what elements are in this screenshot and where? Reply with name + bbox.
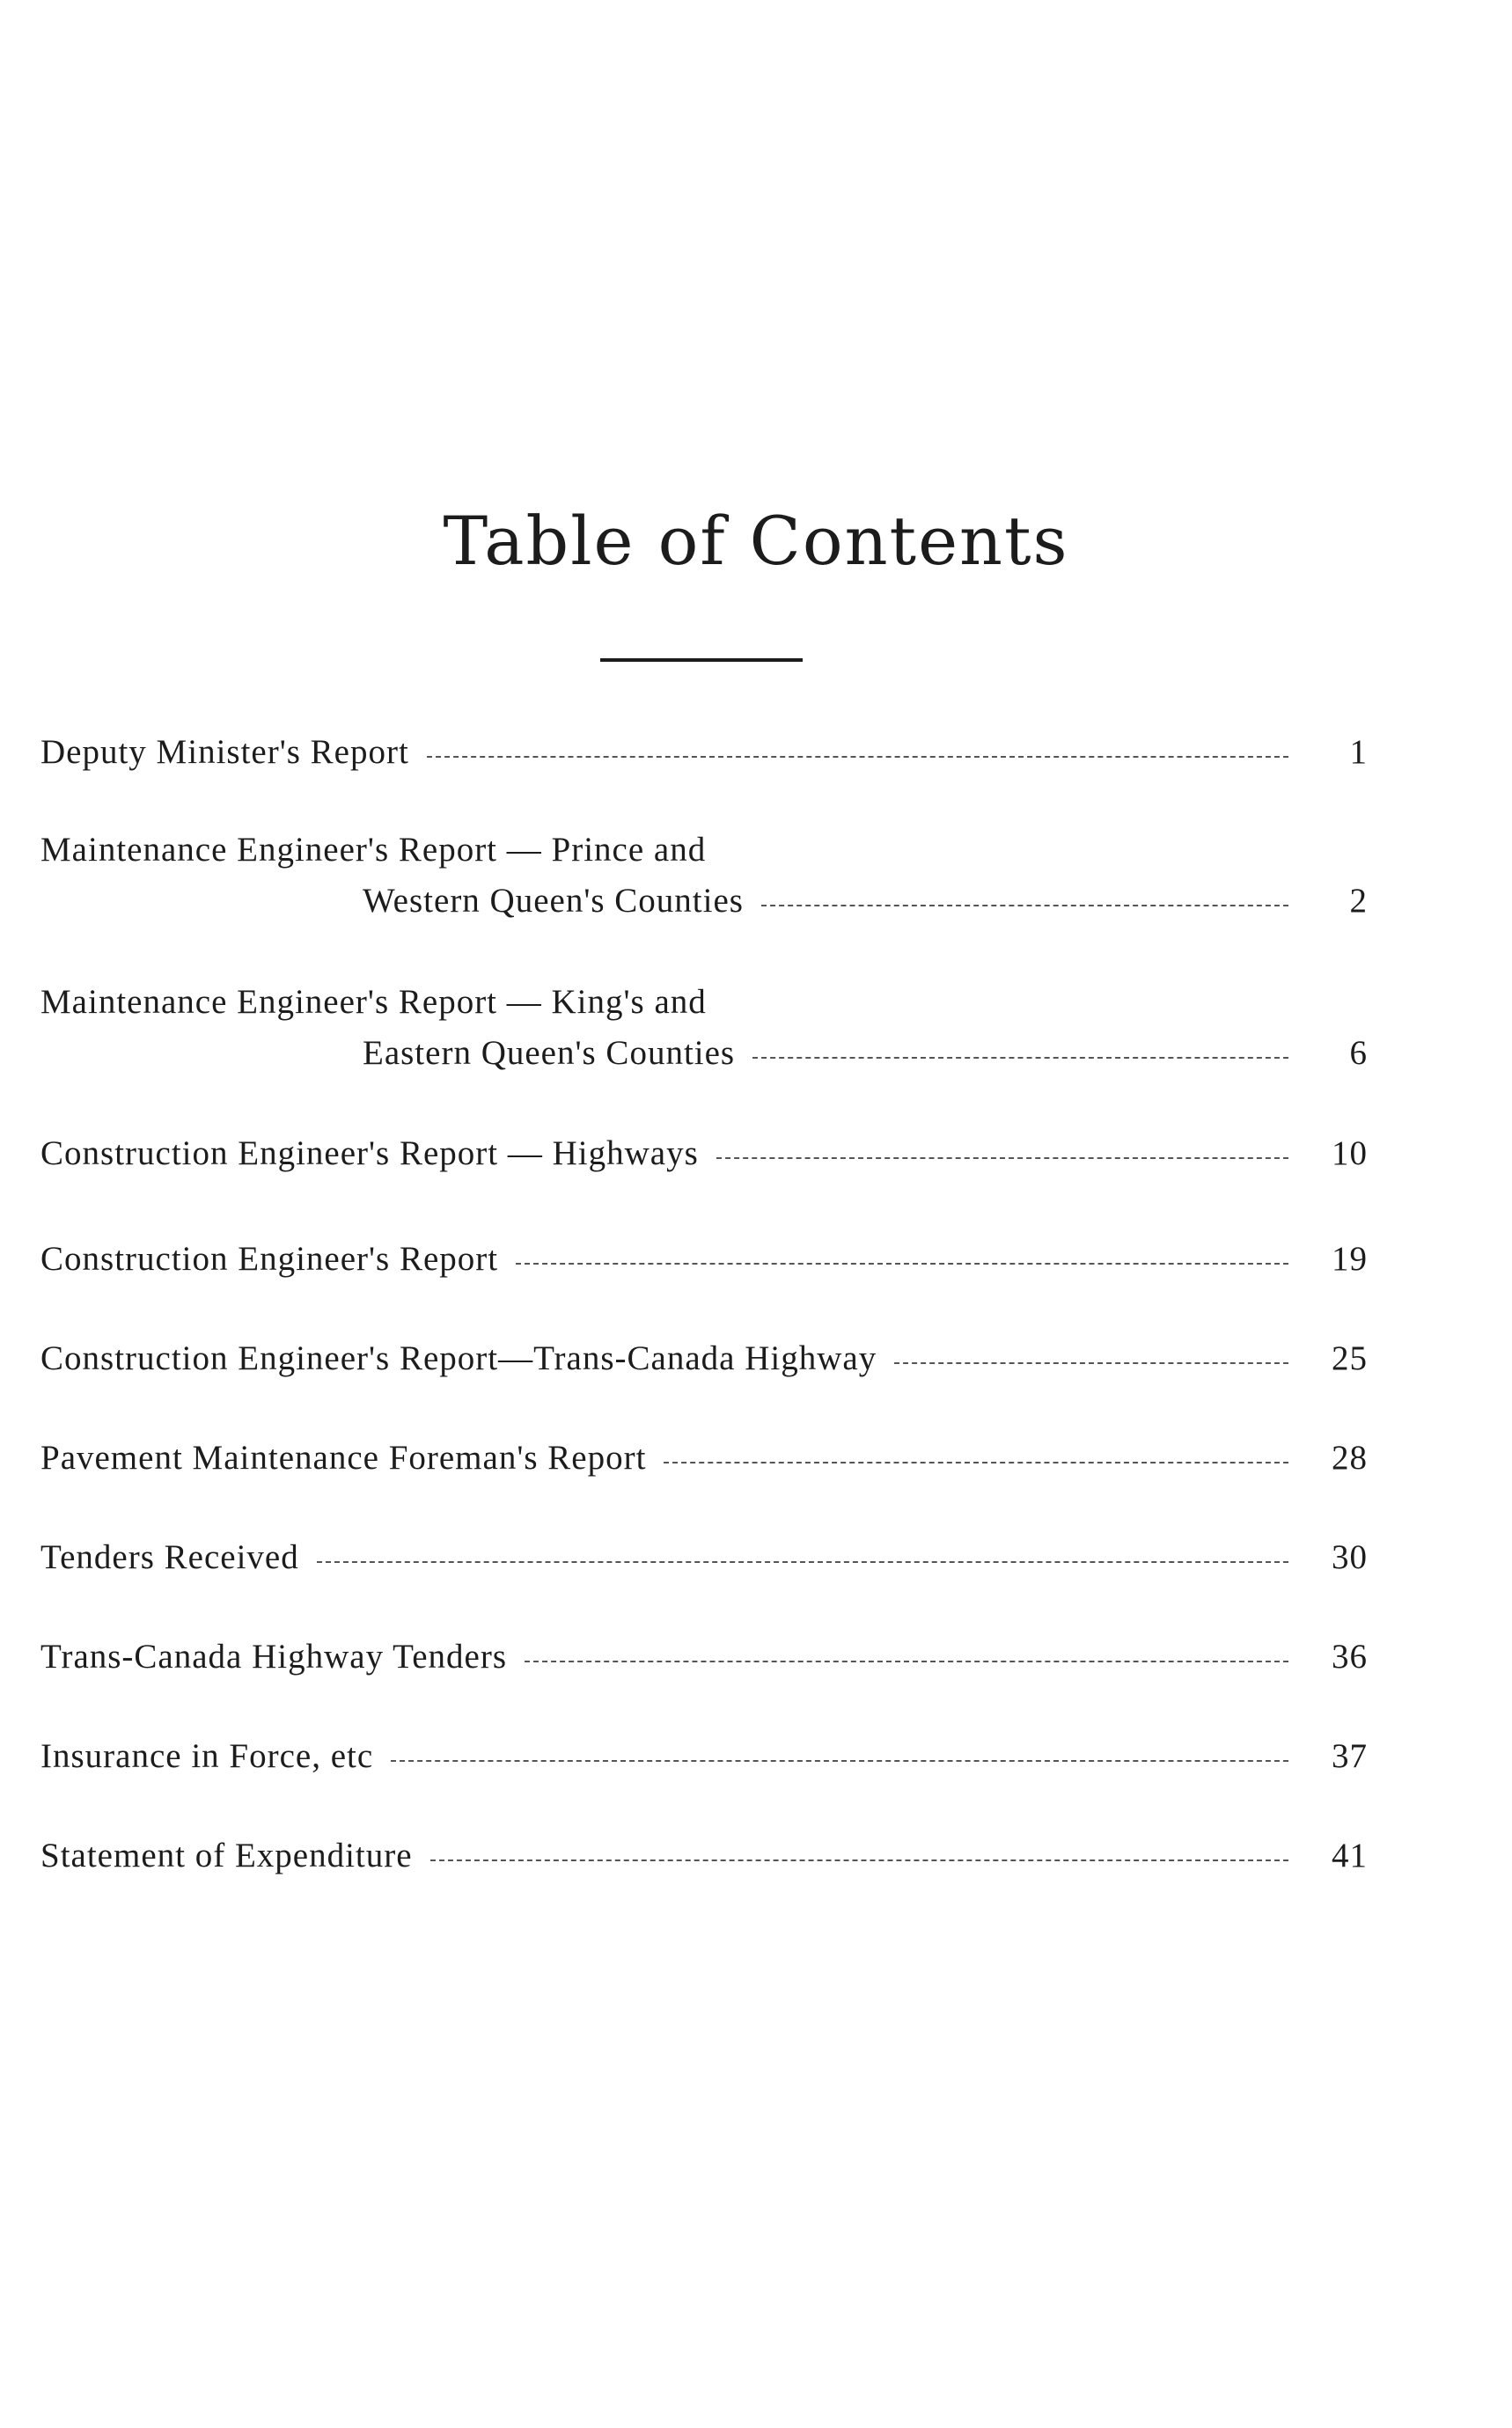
toc-entry-title-continued: Western Queen's Counties	[363, 882, 744, 920]
toc-entry-title-continued: Eastern Queen's Counties	[363, 1034, 736, 1072]
dot-leader	[716, 1157, 1288, 1159]
dot-leader	[525, 1661, 1288, 1662]
toc-entry-title: Pavement Maintenance Foreman's Report	[40, 1439, 647, 1477]
toc-entry-title: Construction Engineer's Report	[40, 1240, 499, 1278]
toc-entry-insurance-in-force[interactable]	[40, 1731, 1368, 1782]
toc-entry-trans-canada-tenders[interactable]	[40, 1632, 1368, 1683]
toc-entry-maintenance-prince-western-queens[interactable]	[40, 825, 1368, 927]
toc-page-number: 25	[1332, 1339, 1368, 1377]
toc-entry-statement-of-expenditure[interactable]	[40, 1830, 1368, 1882]
toc-entry-title: Maintenance Engineer's Report — King's and	[40, 983, 707, 1021]
toc-page-number: 41	[1332, 1837, 1368, 1874]
dot-leader	[391, 1760, 1288, 1762]
toc-entry-title: Insurance in Force, etc	[40, 1737, 374, 1775]
toc-entry-pavement-maintenance[interactable]	[40, 1433, 1368, 1484]
toc-page-number: 37	[1332, 1737, 1368, 1775]
dot-leader	[427, 756, 1288, 758]
dot-leader	[761, 905, 1288, 906]
toc-page-number: 1	[1349, 733, 1368, 771]
toc-page-number: 30	[1332, 1538, 1368, 1576]
toc-entry-deputy-ministers-report[interactable]	[40, 727, 1368, 778]
toc-entry-title: Statement of Expenditure	[40, 1837, 413, 1874]
toc-entry-construction-trans-canada[interactable]	[40, 1333, 1368, 1384]
toc-page-number: 6	[1349, 1034, 1368, 1072]
toc-page-number: 10	[1332, 1134, 1368, 1172]
dot-leader	[894, 1362, 1288, 1364]
dot-leader	[516, 1263, 1288, 1265]
dot-leader	[664, 1462, 1288, 1463]
toc-entry-title: Maintenance Engineer's Report — Prince and	[40, 831, 707, 869]
toc-entry-title: Construction Engineer's Report—Trans-Canada Highway	[40, 1339, 877, 1377]
toc-entry-title: Deputy Minister's Report	[40, 733, 409, 771]
dot-leader	[430, 1860, 1288, 1861]
toc-page-number: 36	[1332, 1638, 1368, 1676]
toc-entry-tenders-received[interactable]	[40, 1532, 1368, 1583]
dot-leader	[317, 1561, 1288, 1563]
page-title: Table of Contents	[443, 502, 1069, 580]
toc-page-number: 19	[1332, 1240, 1368, 1278]
toc-entry-construction-report[interactable]	[40, 1234, 1368, 1285]
toc-entry-title: Construction Engineer's Report — Highways	[40, 1134, 699, 1172]
toc-entry-title: Tenders Received	[40, 1538, 299, 1576]
toc-page-number: 2	[1349, 882, 1368, 920]
toc-entry-title: Trans-Canada Highway Tenders	[40, 1638, 508, 1676]
toc-page-number: 28	[1332, 1439, 1368, 1477]
toc-entry-maintenance-kings-eastern-queens[interactable]	[40, 977, 1368, 1079]
toc-entry-construction-highways[interactable]	[40, 1128, 1368, 1179]
dot-leader	[752, 1057, 1288, 1059]
